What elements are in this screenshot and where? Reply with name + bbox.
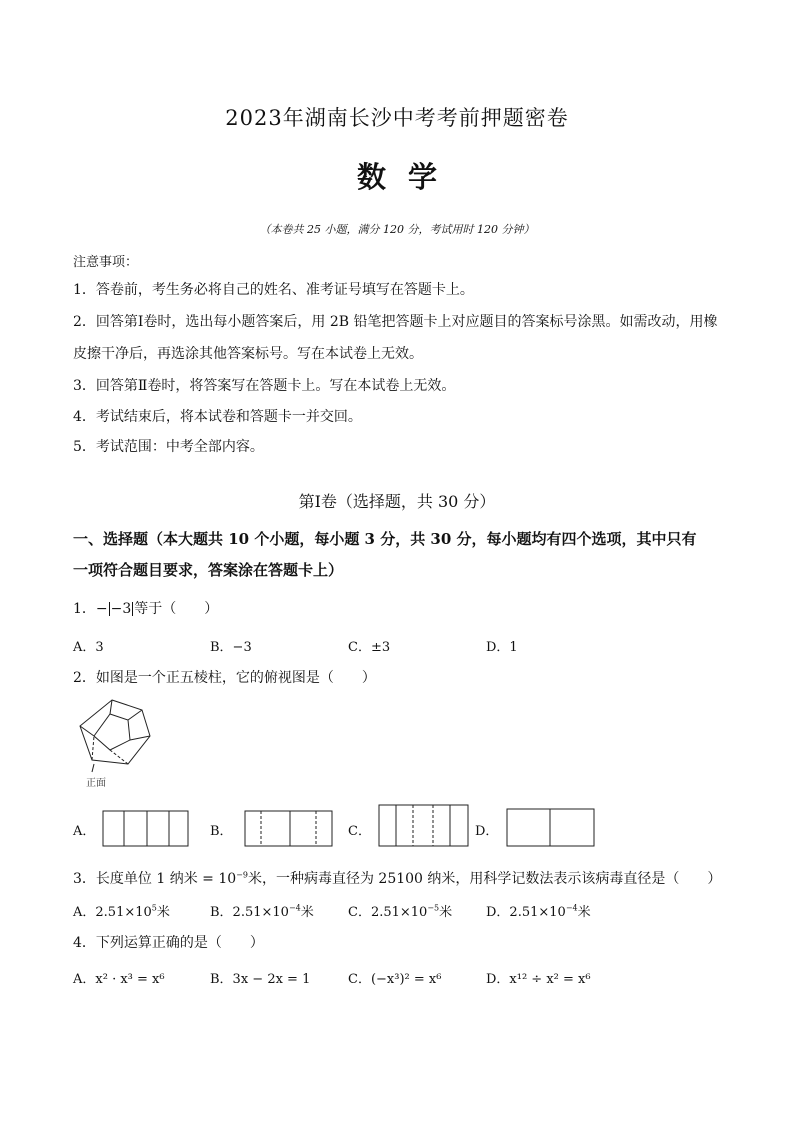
q3-text-a: 3．长度单位 1 纳米 = 10 [73,871,237,887]
q1-suffix: 等于（ ） [134,601,219,617]
q2-option-c-figure [378,804,470,848]
section-title: 第Ⅰ卷（选择题，共 30 分） [298,492,496,511]
q3-d-base: D．2.51×10 [486,905,566,920]
q1-option-c: C．±3 [348,640,391,655]
q1-option-d: D．1 [486,640,518,655]
q4-option-a: A．x² · x³ = x⁶ [73,972,165,987]
q3-a-unit: 米 [156,905,170,920]
notice-item: 皮擦干净后，再选涂其他答案标号。写在本试卷上无效。 [73,346,423,362]
q1-minus: − [95,601,108,617]
question-2: 2．如图是一个正五棱柱，它的俯视图是（ ） [73,670,376,686]
q3-b-unit: 米 [300,905,314,920]
q4-option-c: C．(−x³)² = x⁶ [348,972,442,987]
q3-option-c [348,901,452,920]
part-heading-line1: 一、选择题（本大题共 10 个小题，每小题 3 分，共 30 分，每小题均有四个选项，其中只有 [73,530,697,548]
q3-c-exp: −5 [427,903,440,913]
q4-option-b: B．3x − 2x = 1 [210,972,311,987]
q3-a-base: A．2.51×10 [73,905,152,920]
q1-option-a: A．3 [73,640,104,655]
part-heading-line2: 一项符合题目要求，答案涂在答题卡上） [73,561,344,579]
notice-item: 3．回答第Ⅱ卷时，将答案写在答题卡上。写在本试卷上无效。 [73,378,456,394]
q2-option-b-figure [244,810,334,848]
q3-b-base: B．2.51×10 [210,905,289,920]
q3-option-b [210,901,314,920]
notice-heading: 注意事项： [73,255,139,270]
q2-option-c-label: C． [348,824,371,839]
prism-inner-face [94,714,130,750]
q3-option-d [486,901,591,920]
q3-c-base: C．2.51×10 [348,905,428,920]
q3-b-exp: −4 [288,903,301,913]
q3-text-b: 米，一种病毒直径为 25100 纳米，用科学记数法表示该病毒直径是（ ） [247,871,722,887]
pentagonal-prism-figure [70,694,170,794]
q2-option-a-label: A． [73,824,96,839]
q2-option-d-label: D． [475,824,499,839]
q2-option-d-figure [506,808,596,848]
subject-title: 数学 [356,160,459,194]
exam-info: （本卷共 25 小题，满分 120 分，考试用时 120 分钟） [259,223,535,236]
q3-a-exp: 5 [151,903,157,913]
question-3 [73,868,721,888]
q3-c-unit: 米 [439,905,453,920]
q3-d-unit: 米 [577,905,591,920]
page-title: 2023年湖南长沙中考考前押题密卷 [225,106,569,130]
q1-absolute-value: −3 [110,601,132,617]
q4-option-d: D．x¹² ÷ x² = x⁶ [486,972,591,987]
notice-item: 1．答卷前，考生务必将自己的姓名、准考证号填写在答题卡上。 [73,282,474,298]
notice-item: 2．回答第Ⅰ卷时，选出每小题答案后，用 2B 铅笔把答题卡上对应题目的答案标号涂黑。如需改动，用橡 [73,314,718,330]
q3-exponent: −9 [236,870,248,880]
q2-option-a-figure [102,810,190,848]
q3-d-exp: −4 [565,903,578,913]
q1-prefix: 1． [73,601,96,617]
q3-option-a [73,901,170,920]
notice-item: 5．考试范围：中考全部内容。 [73,439,264,455]
question-4: 4．下列运算正确的是（ ） [73,935,264,951]
notice-item: 4．考试结束后，将本试卷和答题卡一并交回。 [73,409,362,425]
q1-option-b: B．−3 [210,640,252,655]
figure-label: 正面 [86,778,106,789]
question-1 [73,598,218,618]
q2-option-b-label: B． [210,824,233,839]
